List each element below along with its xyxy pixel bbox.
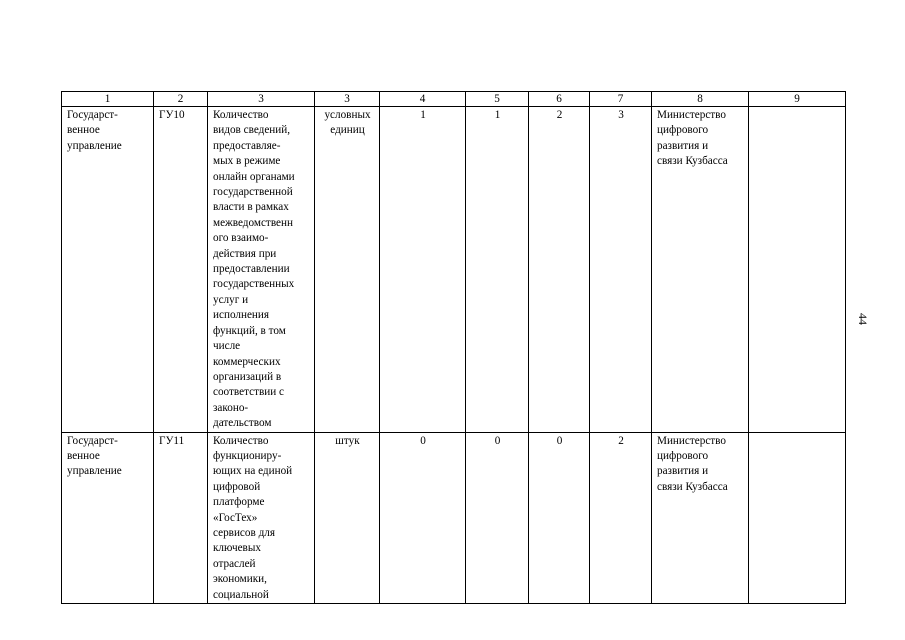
area-cell <box>62 432 154 603</box>
value-cell: 2 <box>590 432 652 603</box>
header-cell: 4 <box>380 92 466 107</box>
responsible-text: Министерство цифрового развития и связи Кузбасса <box>657 434 728 493</box>
code-cell <box>154 432 208 603</box>
value-cell: 1 <box>380 107 466 433</box>
header-cell: 8 <box>652 92 749 107</box>
header-cell: 3 <box>315 92 380 107</box>
responsible-cell <box>652 432 749 603</box>
value-cell: 0 <box>529 432 590 603</box>
indicator-text: Количество функциониру- ющих на единой цифровой платформе «ГосТех» сервисов для ключевых отраслей экономики, социальной <box>213 434 293 601</box>
notes-cell <box>749 432 846 603</box>
notes-cell <box>749 107 846 433</box>
unit-text: условных единиц <box>324 109 371 137</box>
area-text: Государст- венное управление <box>67 109 122 152</box>
header-cell: 3 <box>208 92 315 107</box>
value-cell: 3 <box>590 107 652 433</box>
header-cell: 6 <box>529 92 590 107</box>
responsible-cell <box>652 107 749 433</box>
code-cell <box>154 107 208 433</box>
value-cell: 2 <box>529 107 590 433</box>
indicator-text: Количество видов сведений, предоставляе- мых в режиме онлайн органами государственной власти в рамках межведомственн ого взаимо- действия при предоставлении государственных услуг и исполнения функций, в том числе коммерческих организаций в соответствии с законо- дательством <box>213 109 295 430</box>
table-row <box>62 432 846 603</box>
responsible-text: Министерство цифрового развития и связи Кузбасса <box>657 109 728 168</box>
area-cell <box>62 107 154 433</box>
value-cell: 1 <box>466 107 529 433</box>
page-number: 44 <box>856 313 870 325</box>
area-text: Государст- венное управление <box>67 434 122 478</box>
header-cell: 9 <box>749 92 846 107</box>
unit-cell <box>315 107 380 433</box>
header-cell: 2 <box>154 92 208 107</box>
header-cell: 5 <box>466 92 529 107</box>
value-cell: 0 <box>466 432 529 603</box>
indicator-cell <box>208 432 315 603</box>
table-header-row <box>62 92 846 107</box>
header-cell: 1 <box>62 92 154 107</box>
unit-cell <box>315 432 380 603</box>
value-cell: 0 <box>380 432 466 603</box>
indicator-cell <box>208 107 315 433</box>
code-text: ГУ10 <box>159 109 185 121</box>
code-text: ГУ11 <box>159 434 185 447</box>
unit-text: штук <box>335 434 360 447</box>
indicators-table <box>61 91 846 604</box>
header-cell: 7 <box>590 92 652 107</box>
table-row <box>62 107 846 433</box>
